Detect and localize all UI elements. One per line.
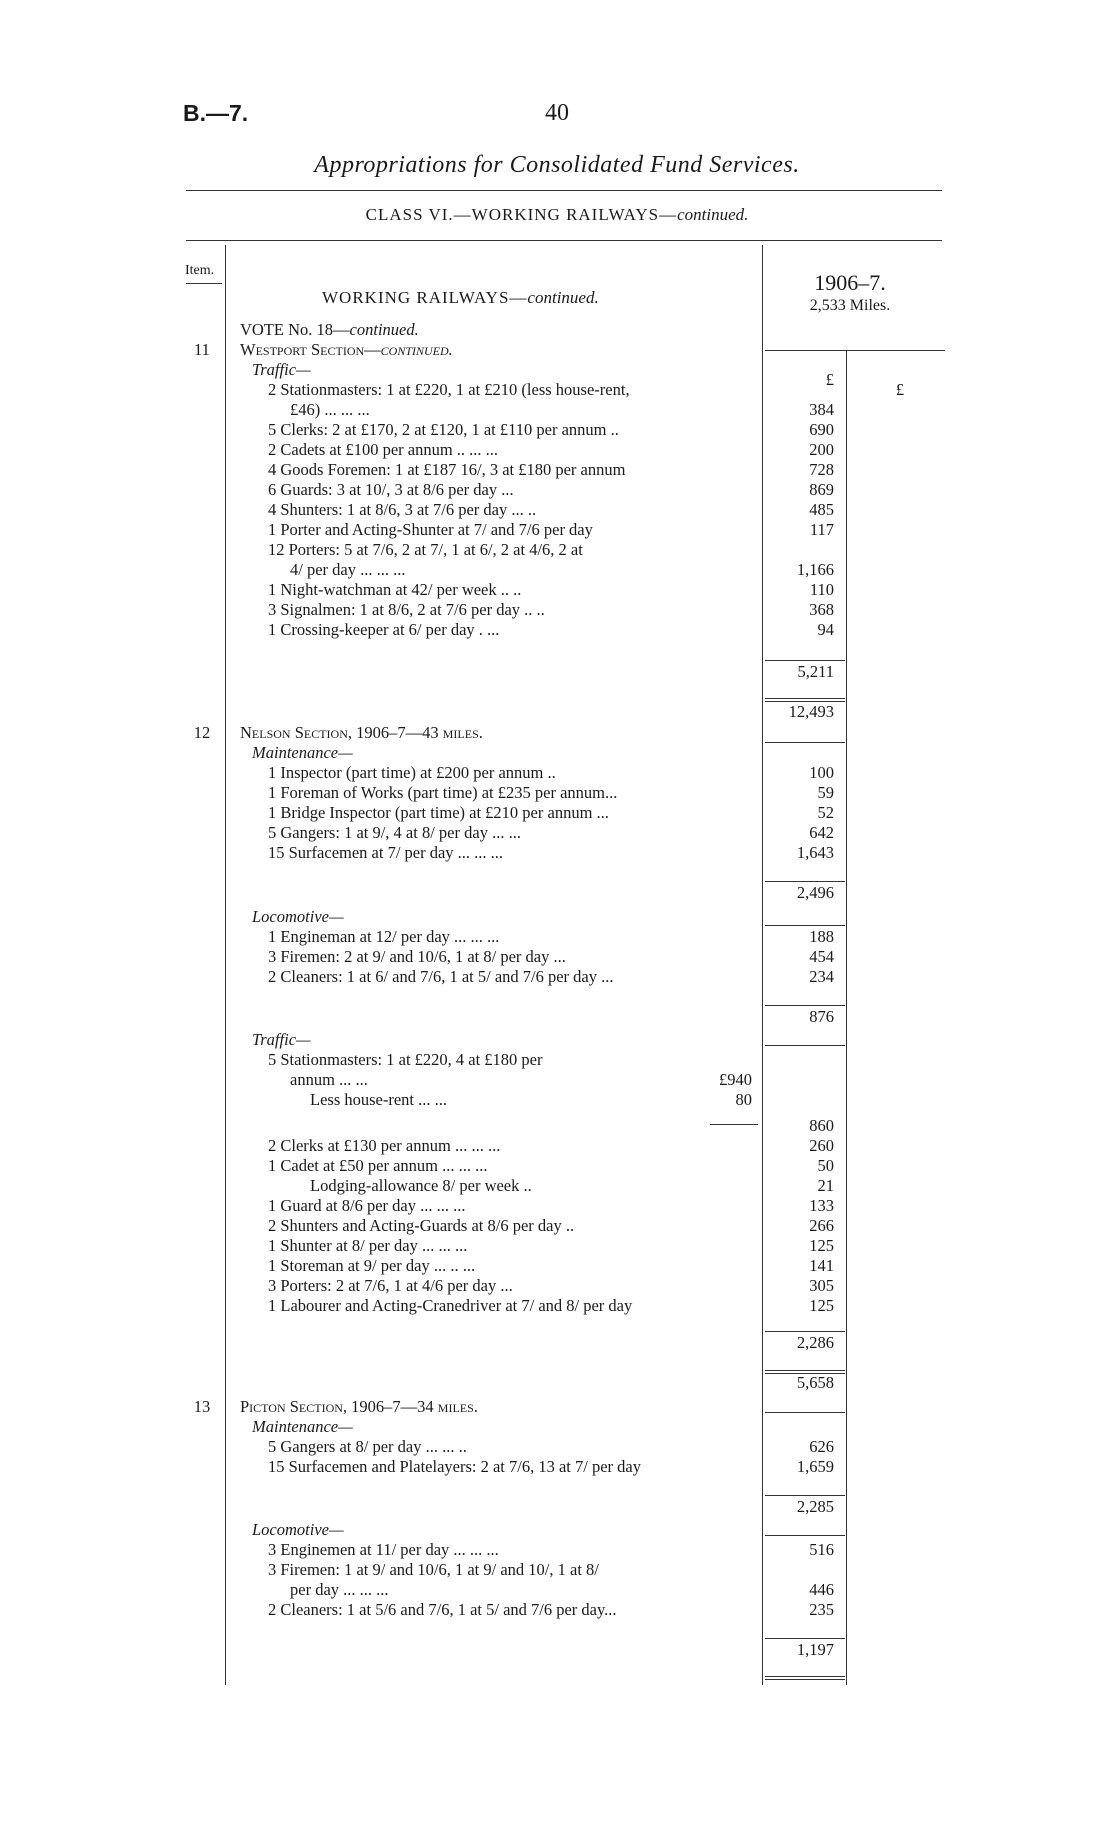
subtotal-rule	[765, 1412, 845, 1413]
line-item-description	[268, 1437, 467, 1457]
line-item-italic: Traffic—	[252, 360, 311, 379]
line-item-description	[268, 600, 545, 620]
line-item-row	[0, 843, 1114, 863]
amount: 188	[809, 927, 834, 946]
line-item-row	[0, 480, 1114, 500]
subtotal-rule	[710, 1124, 758, 1125]
line-item-row	[0, 1136, 1114, 1156]
line-item-row	[0, 1540, 1114, 1560]
amount: 642	[809, 823, 834, 842]
amount: 2,285	[796, 1497, 834, 1516]
line-item-row	[0, 1580, 1114, 1600]
class-heading-suffix: continued.	[677, 205, 749, 224]
line-item-italic: Locomotive—	[252, 907, 344, 926]
amount: 485	[809, 500, 834, 519]
line-item-description	[310, 1176, 532, 1196]
line-item-row	[0, 907, 1114, 927]
line-item-description	[252, 907, 344, 927]
line-item-row	[0, 400, 1114, 420]
line-item-description	[290, 560, 405, 580]
line-item-text: 3 Enginemen at 11/ per day ... ... ...	[268, 1540, 499, 1559]
item-number: 11	[194, 340, 210, 359]
line-item-italic: continued.	[380, 340, 453, 359]
line-item-description	[268, 420, 619, 440]
subtotal-rule	[765, 881, 845, 882]
line-item-description	[268, 1050, 543, 1070]
item-number: 13	[193, 1397, 211, 1416]
item-number: 12	[193, 723, 211, 742]
line-item-row	[0, 1116, 1114, 1136]
subtotal-rule	[765, 660, 845, 661]
line-item-row	[0, 1070, 1114, 1090]
line-item-row	[0, 1256, 1114, 1276]
table-top-rule	[186, 240, 942, 241]
line-item-row	[0, 380, 1114, 400]
line-item-description	[268, 520, 593, 540]
line-item-row	[0, 1090, 1114, 1110]
line-item-row	[0, 1216, 1114, 1236]
line-item-text: 1 Crossing-keeper at 6/ per day . ...	[268, 620, 500, 639]
line-item-row	[0, 500, 1114, 520]
amount: 125	[809, 1296, 834, 1315]
line-item-row	[0, 580, 1114, 600]
line-item-text: 4 Shunters: 1 at 8/6, 3 at 7/6 per day ... ..	[268, 500, 537, 519]
line-item-description	[268, 783, 617, 803]
amount: 305	[809, 1276, 834, 1295]
line-item-row	[0, 560, 1114, 580]
amount: 1,643	[796, 843, 834, 862]
working-railways-heading-text: WORKING RAILWAYS—	[322, 288, 528, 307]
subtotal-rule	[765, 925, 845, 926]
sub-amount: £940	[719, 1070, 752, 1089]
subtotal-rule	[765, 1045, 845, 1046]
line-item-text: per day ... ... ...	[290, 1580, 389, 1599]
line-item-row	[0, 803, 1114, 823]
amount: 1,166	[796, 560, 834, 579]
line-item-text: Lodging-allowance 8/ per week ..	[310, 1176, 532, 1195]
document-reference: B.—7.	[183, 100, 249, 126]
line-item-description	[268, 1600, 617, 1620]
line-item-row	[0, 662, 1114, 682]
subtotal-rule	[765, 1373, 845, 1374]
subtotal-rule	[765, 1679, 845, 1680]
line-item-description	[268, 540, 583, 560]
total-amount: £	[895, 380, 905, 399]
amount: 12,493	[788, 702, 834, 721]
item-column-header: Item.	[185, 263, 215, 278]
amount: 516	[809, 1540, 834, 1559]
line-item-description	[252, 1030, 311, 1050]
line-item-description	[240, 723, 483, 743]
line-item-description	[268, 480, 514, 500]
line-item-row	[0, 1007, 1114, 1027]
title-rule	[186, 190, 942, 191]
line-item-row	[0, 947, 1114, 967]
class-heading	[0, 205, 1114, 225]
line-item-description	[240, 320, 419, 340]
line-item-text: 3 Firemen: 2 at 9/ and 10/6, 1 at 8/ per day ...	[268, 947, 566, 966]
line-item-description	[240, 1397, 478, 1417]
line-item-row	[0, 702, 1114, 722]
amount: 110	[809, 580, 834, 599]
subtotal-rule	[765, 1331, 845, 1332]
line-item-text: 2 Shunters and Acting-Guards at 8/6 per day ..	[268, 1216, 575, 1235]
line-item-row	[0, 1276, 1114, 1296]
line-item-description	[268, 763, 556, 783]
line-item-row	[0, 743, 1114, 763]
amount: 21	[817, 1176, 834, 1195]
line-item-row	[0, 600, 1114, 620]
amount: 133	[809, 1196, 834, 1215]
line-item-text: Less house-rent ... ...	[310, 1090, 448, 1109]
line-item-text: annum ... ...	[290, 1070, 368, 1089]
line-item-description	[290, 1070, 368, 1090]
line-item-text: 1 Guard at 8/6 per day ... ... ...	[268, 1196, 466, 1215]
line-item-text: 1 Night-watchman at 42/ per week .. ..	[268, 580, 522, 599]
line-item-description	[268, 1560, 599, 1580]
line-item-row	[0, 1520, 1114, 1540]
amount: 690	[809, 420, 834, 439]
line-item-row	[0, 883, 1114, 903]
amount: 5,658	[796, 1373, 834, 1392]
line-item-row	[0, 1236, 1114, 1256]
line-item-description	[268, 1256, 475, 1276]
line-item-row	[0, 1050, 1114, 1070]
line-item-row	[0, 360, 1114, 380]
amount: 234	[809, 967, 834, 986]
subtotal-rule	[765, 1676, 845, 1677]
subtotal-rule	[765, 1370, 845, 1371]
line-item-text: 1 Storeman at 9/ per day ... .. ...	[268, 1256, 476, 1275]
line-item-row	[0, 783, 1114, 803]
amount: 235	[809, 1600, 834, 1619]
year-column-header: 1906–7.	[814, 270, 886, 295]
line-item-row	[0, 620, 1114, 640]
line-item-text: 15 Surfacemen and Platelayers: 2 at 7/6, 13 at 7/ per day	[268, 1457, 641, 1476]
line-item-row	[0, 1457, 1114, 1477]
line-item-text: 5 Gangers at 8/ per day ... ... ..	[268, 1437, 467, 1456]
line-item-description	[268, 947, 566, 967]
line-item-row	[0, 1030, 1114, 1050]
subtotal-rule	[765, 742, 845, 743]
subtotal-rule	[765, 698, 845, 699]
subtotal-rule	[765, 1535, 845, 1536]
line-item-row	[0, 420, 1114, 440]
line-item-row	[0, 1417, 1114, 1437]
working-railways-heading	[322, 288, 599, 308]
line-item-text: 1 Inspector (part time) at £200 per annum ..	[268, 763, 556, 782]
amount: 141	[809, 1256, 834, 1275]
line-item-italic: Maintenance—	[252, 1417, 353, 1436]
line-item-description	[268, 823, 521, 843]
line-item-text: 1 Cadet at £50 per annum ... ... ...	[268, 1156, 488, 1175]
amount: 100	[809, 763, 834, 782]
line-item-description	[268, 1196, 466, 1216]
page-title: Appropriations for Consolidated Fund Services.	[314, 152, 800, 178]
amount: 368	[809, 600, 834, 619]
amount: 2,286	[796, 1333, 834, 1352]
line-item-row	[0, 1196, 1114, 1216]
line-item-row	[0, 823, 1114, 843]
line-item-row	[0, 723, 1114, 743]
working-railways-heading-suffix: continued.	[527, 288, 599, 307]
line-item-row	[0, 1497, 1114, 1517]
line-item-row	[0, 1176, 1114, 1196]
line-item-text: 3 Signalmen: 1 at 8/6, 2 at 7/6 per day .. ..	[268, 600, 545, 619]
amount: 200	[809, 440, 834, 459]
line-item-description	[240, 340, 453, 360]
line-item-text: 3 Firemen: 1 at 9/ and 10/6, 1 at 9/ and 10/, 1 at 8/	[268, 1560, 599, 1579]
page-number: 40	[545, 100, 569, 126]
line-item-row	[0, 320, 1114, 340]
amount: 728	[809, 460, 834, 479]
amount: 125	[809, 1236, 834, 1255]
line-item-row	[0, 540, 1114, 560]
amount: 446	[809, 1580, 834, 1599]
line-item-text: 1 Porter and Acting-Shunter at 7/ and 7/6 per day	[268, 520, 593, 539]
amount: 1,197	[796, 1640, 834, 1659]
line-item-text: 5 Gangers: 1 at 9/, 4 at 8/ per day ... ...	[268, 823, 521, 842]
line-item-text: 4/ per day ... ... ...	[290, 560, 406, 579]
amount: 117	[809, 520, 834, 539]
line-item-italic: Traffic—	[252, 1030, 311, 1049]
line-item-description	[252, 360, 311, 380]
line-item-text: 1 Labourer and Acting-Cranedriver at 7/ and 8/ per day	[268, 1296, 633, 1315]
amount: 59	[817, 783, 834, 802]
line-item-description	[268, 1216, 574, 1236]
amount: 266	[809, 1216, 834, 1235]
line-item-description	[290, 400, 370, 420]
line-item-text: 1 Foreman of Works (part time) at £235 per annum...	[268, 783, 618, 802]
line-item-text: 1 Shunter at 8/ per day ... ... ...	[268, 1236, 468, 1255]
amount: 869	[809, 480, 834, 499]
line-item-description	[252, 1520, 344, 1540]
amount: 2,496	[796, 883, 834, 902]
line-item-text: 6 Guards: 3 at 10/, 3 at 8/6 per day ...	[268, 480, 514, 499]
amount: 626	[809, 1437, 834, 1456]
pound-sign: £	[825, 370, 834, 389]
amount: 454	[809, 947, 834, 966]
subtotal-rule	[765, 701, 845, 702]
line-item-text: VOTE No. 18—	[240, 320, 350, 339]
line-item-text: 12 Porters: 5 at 7/6, 2 at 7/, 1 at 6/, 2 at 4/6, 2 at	[268, 540, 583, 559]
amount: 5,211	[797, 662, 834, 681]
line-item-row	[0, 1640, 1114, 1660]
line-item-row	[0, 927, 1114, 947]
line-item-text: 3 Porters: 2 at 7/6, 1 at 4/6 per day ...	[268, 1276, 513, 1295]
amount: 1,659	[796, 1457, 834, 1476]
line-item-row	[0, 763, 1114, 783]
line-item-text: 4 Goods Foremen: 1 at £187 16/, 3 at £180 per annum	[268, 460, 626, 479]
line-item-description	[268, 1296, 632, 1316]
line-item-italic: continued.	[349, 320, 419, 339]
line-item-description	[268, 580, 521, 600]
amount: 876	[809, 1007, 834, 1026]
line-item-description	[268, 927, 499, 947]
line-item-description	[268, 1540, 499, 1560]
amount: 94	[817, 620, 834, 639]
line-item-row	[0, 1373, 1114, 1393]
line-item-text: 2 Cleaners: 1 at 5/6 and 7/6, 1 at 5/ and 7/6 per day...	[268, 1600, 617, 1619]
line-item-description	[268, 460, 625, 480]
line-item-row	[0, 1296, 1114, 1316]
sub-amount: 80	[735, 1090, 752, 1109]
line-item-row	[0, 1560, 1114, 1580]
line-item-description	[268, 620, 499, 640]
line-item-description	[268, 500, 536, 520]
line-item-description	[268, 440, 498, 460]
line-item-description	[290, 1580, 389, 1600]
line-item-description	[268, 1136, 500, 1156]
line-item-text: 1 Bridge Inspector (part time) at £210 per annum ...	[268, 803, 609, 822]
line-item-text: 5 Clerks: 2 at £170, 2 at £120, 1 at £110 per annum ..	[268, 420, 619, 439]
line-item-text: 2 Clerks at £130 per annum ... ... ...	[268, 1136, 501, 1155]
line-item-text: £46) ... ... ...	[290, 400, 370, 419]
line-item-row	[0, 340, 1114, 360]
line-item-text: 2 Stationmasters: 1 at £220, 1 at £210 (less house-rent,	[268, 380, 630, 399]
line-item-text: Nelson Section, 1906–7—43 miles.	[240, 723, 483, 742]
line-item-text: 2 Cleaners: 1 at 6/ and 7/6, 1 at 5/ and 7/6 per day ...	[268, 967, 614, 986]
amount: 860	[809, 1116, 834, 1135]
line-item-text: Picton Section, 1906–7—34 miles.	[240, 1397, 478, 1416]
line-item-row	[0, 460, 1114, 480]
line-item-italic: Maintenance—	[252, 743, 353, 762]
miles-column-header: 2,533 Miles.	[809, 297, 891, 314]
line-item-description	[268, 1156, 488, 1176]
line-item-row	[0, 1600, 1114, 1620]
line-item-description	[268, 380, 630, 400]
line-item-row	[0, 967, 1114, 987]
line-item-description	[268, 803, 609, 823]
line-item-description	[268, 843, 503, 863]
line-item-text: Westport Section—	[240, 340, 381, 359]
line-item-description	[252, 1417, 353, 1437]
line-item-description	[268, 1276, 513, 1296]
line-item-description	[252, 743, 353, 763]
item-head-rule	[186, 283, 222, 284]
amount: 260	[809, 1136, 834, 1155]
line-item-description	[310, 1090, 447, 1110]
line-item-text: 2 Cadets at £100 per annum .. ... ...	[268, 440, 499, 459]
class-heading-text: CLASS VI.—WORKING RAILWAYS—	[365, 205, 678, 224]
subtotal-rule	[765, 1495, 845, 1496]
subtotal-rule	[765, 1005, 845, 1006]
line-item-description	[268, 967, 614, 987]
line-item-text: 15 Surfacemen at 7/ per day ... ... ...	[268, 843, 504, 862]
line-item-row	[0, 1437, 1114, 1457]
line-item-italic: Locomotive—	[252, 1520, 344, 1539]
amount: 52	[817, 803, 834, 822]
line-item-row	[0, 1397, 1114, 1417]
line-item-row	[0, 440, 1114, 460]
amount: 384	[809, 400, 834, 419]
subtotal-rule	[765, 1638, 845, 1639]
line-item-text: 1 Engineman at 12/ per day ... ... ...	[268, 927, 500, 946]
line-item-description	[268, 1236, 467, 1256]
line-item-description	[268, 1457, 641, 1477]
amount: 50	[817, 1156, 834, 1175]
line-item-row	[0, 520, 1114, 540]
line-item-row	[0, 1333, 1114, 1353]
line-item-text: 5 Stationmasters: 1 at £220, 4 at £180 per	[268, 1050, 543, 1069]
line-item-row	[0, 1156, 1114, 1176]
